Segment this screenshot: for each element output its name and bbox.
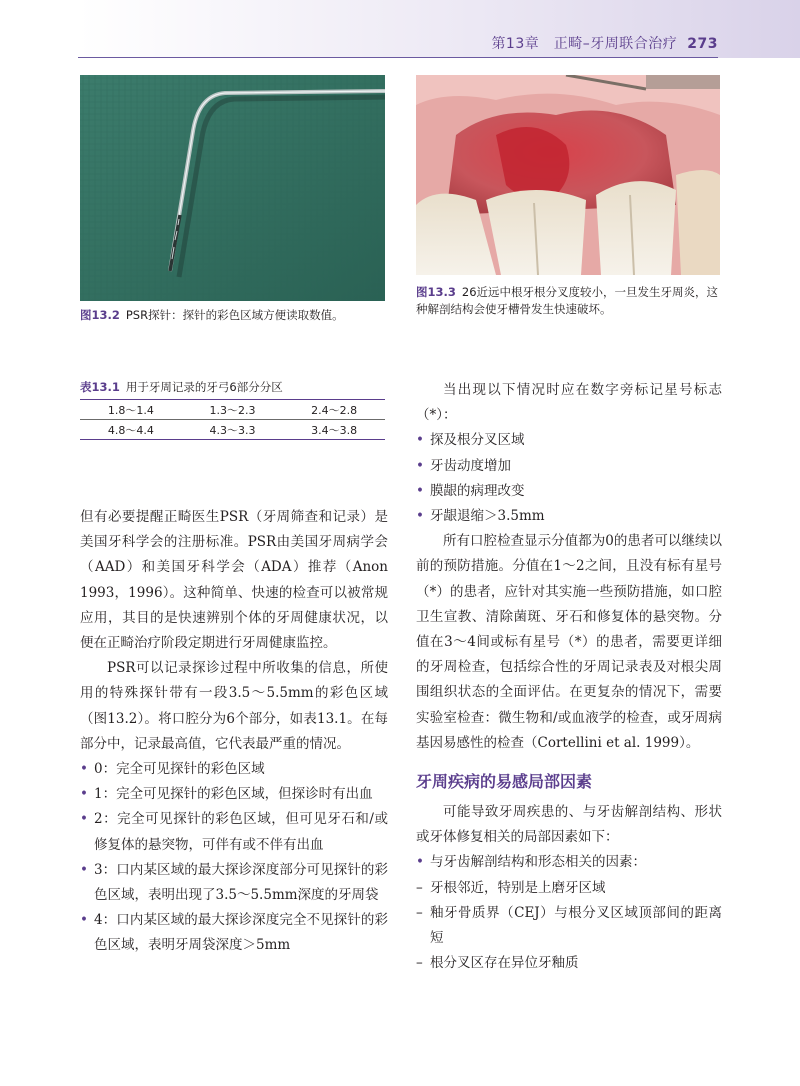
right-column (416, 378, 722, 976)
intraoral-photo (416, 75, 720, 275)
table-cell: 1.3～2.3 (182, 400, 284, 420)
table-title (80, 379, 283, 395)
figure-furcation-photo (416, 75, 720, 275)
figure-label: 图13.3 (416, 285, 456, 299)
table-cell: 4.8～4.4 (80, 420, 182, 440)
figure-psr-probe (80, 75, 385, 301)
left-column (80, 505, 388, 959)
body-paragraph: 但有必要提醒正畸医生PSR（牙周筛查和记录）是美国牙科学会的注册标准。PSR由美国牙周病学会（AAD）和美国牙科学会（ADA）推荐（Anon 1993，1996）。这种简单、快速的检查可以被常规应用，其目的是快速辨别个体的牙周健康状况，以便在正畸治疗阶段定期进行牙周健康监控。 (80, 509, 388, 652)
list-item: • 4：口内某区域的最大探诊深度完全不见探针的彩色区域，表明牙周袋深度＞5mm (80, 908, 388, 958)
table-cell: 1.8～1.4 (80, 400, 182, 420)
table-label: 表13.1 (80, 380, 120, 394)
sub-list-item: – 牙根邻近，特别是上磨牙区域 (416, 876, 722, 901)
sextant-table (80, 399, 385, 440)
table-cell: 4.3～3.3 (182, 420, 284, 440)
list-item: • 探及根分叉区域 (416, 428, 722, 453)
figure-label: 图13.2 (80, 308, 120, 322)
table-cell: 3.4～3.8 (283, 420, 385, 440)
figure-13-3-caption (416, 284, 726, 318)
header-rule (78, 57, 718, 58)
list-item: • 与牙齿解剖结构和形态相关的因素： (416, 850, 722, 875)
chapter-title: 第13章 正畸–牙周联合治疗 (491, 36, 678, 52)
list-item: • 3：口内某区域的最大探诊深度部分可见探针的彩色区域，表明出现了3.5～5.5mm深度的牙周袋 (80, 858, 388, 908)
sub-list-item: – 釉牙骨质界（CEJ）与根分叉区域顶部间的距离短 (416, 901, 722, 951)
body-paragraph: 当出现以下情况时应在数字旁标记星号标志（*）： (416, 382, 722, 424)
caption-text: 26近远中根牙根分叉度较小，一旦发生牙周炎，这种解剖结构会使牙槽骨发生快速破坏。 (416, 285, 719, 316)
body-paragraph: PSR可以记录探诊过程中所收集的信息，所使用的特殊探针带有一段3.5～5.5mm的彩色区域（图13.2）。将口腔分为6个部分，如表13.1。在每部分中，记录最高值，它代表最严重的情况。 (80, 660, 388, 752)
caption-text: PSR探针：探针的彩色区域方便读取数值。 (125, 308, 344, 322)
list-item: • 膜龈的病理改变 (416, 479, 722, 504)
list-item: • 2：完全可见探针的彩色区域，但可见牙石和/或修复体的悬突物，可伴有或不伴有出血 (80, 807, 388, 857)
body-paragraph: 所有口腔检查显示分值都为0的患者可以继续以前的预防措施。分值在1～2之间，且没有标有星号（*）的患者，应针对其实施一些预防措施，如口腔卫生宣教、清除菌斑、牙石和修复体的悬突物。分值在3～4间或标有星号（*）的患者，需要更详细的牙周检查，包括综合性的牙周记录表及对根尖周围组织状态的全面评估。在更复杂的情况下，需要实验室检查：微生物和/或血液学的检查，或牙周病基因易感性的检查（Cortellini et al. 1999）。 (416, 533, 722, 751)
list-item: • 牙龈退缩＞3.5mm (416, 504, 722, 529)
list-item: • 0：完全可见探针的彩色区域 (80, 757, 388, 782)
figure-13-2-caption (80, 307, 390, 324)
list-item: • 1：完全可见探针的彩色区域，但探诊时有出血 (80, 782, 388, 807)
header-text (491, 33, 718, 53)
table-cell: 2.4～2.8 (283, 400, 385, 420)
page-number: 273 (687, 36, 718, 52)
table-title-text: 用于牙周记录的牙弓6部分分区 (125, 380, 283, 394)
psr-probe-photo (80, 75, 385, 301)
section-heading: 牙周疾病的易感局部因素 (416, 772, 593, 792)
sub-list-item: – 根分叉区存在异位牙釉质 (416, 951, 722, 976)
list-item: • 牙齿动度增加 (416, 454, 722, 479)
body-paragraph: 可能导致牙周疾患的、与牙齿解剖结构、形状或牙体修复相关的局部因素如下： (416, 804, 722, 846)
table-row (80, 420, 385, 440)
table-row (80, 400, 385, 420)
